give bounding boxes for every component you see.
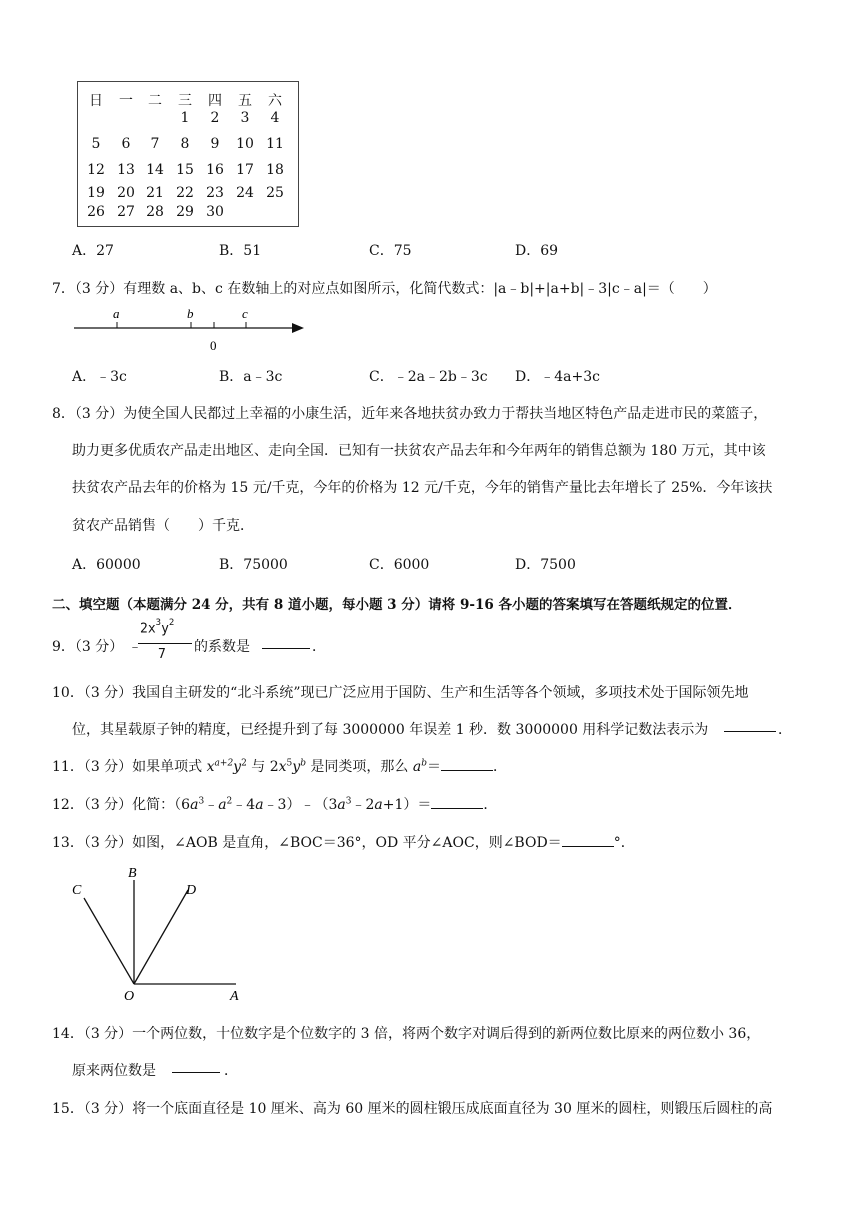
number-line-diagram bbox=[70, 304, 310, 356]
question-14-line: 14．（3 分）一个两位数，十位数字是个位数字的 3 倍，将两个数字对调后得到的新两位数比原来的两位数小 36， bbox=[52, 1026, 761, 1042]
calendar-row bbox=[78, 136, 300, 156]
calendar-cell: 29 bbox=[176, 204, 194, 220]
question-9-text: 的系数是 bbox=[194, 639, 250, 655]
fraction-numerator: $2x^3y^2$ bbox=[140, 618, 175, 637]
calendar-header-row bbox=[78, 90, 300, 110]
label-d: D bbox=[186, 883, 197, 898]
fraction-bar bbox=[138, 643, 192, 644]
calendar-cell: 6 bbox=[121, 136, 131, 152]
question-14-end: ． bbox=[224, 1063, 238, 1079]
calendar-row bbox=[78, 185, 300, 205]
question-11-stem: 11．（3 分）如果单项式 $x^{a+2}y^2$ 与 $2x^5y^b$ 是同类项，那么 $a^b=$ ． bbox=[52, 758, 507, 775]
question-10-line: 10．（3 分）我国自主研发的“北斗系统”现已广泛应用于国防、生产和生活等各个领域，多项技术处于国际领先地 bbox=[52, 685, 749, 701]
question-10-line: 位，其星载原子钟的精度，已经提升到了每 3000000 年误差 1 秒．数 3000000 用科学记数法表示为 bbox=[72, 722, 709, 738]
option-b: B．75000 bbox=[219, 557, 288, 573]
label-c: C bbox=[72, 883, 82, 898]
answer-blank bbox=[172, 1060, 220, 1077]
question-9-minus: ﹣ bbox=[128, 639, 142, 655]
answer-blank bbox=[562, 834, 614, 847]
calendar-cell: 16 bbox=[206, 162, 224, 178]
calendar-cell: 27 bbox=[117, 204, 135, 220]
option-c: C．75 bbox=[369, 243, 412, 259]
calendar-cell: 2 bbox=[210, 110, 220, 126]
calendar-cell: 5 bbox=[91, 136, 101, 152]
calendar-header: 四 bbox=[208, 93, 222, 109]
fraction-denominator: 7 bbox=[158, 647, 166, 662]
calendar-cell: 24 bbox=[236, 185, 254, 201]
question-14-line: 原来两位数是 bbox=[72, 1063, 156, 1079]
calendar-cell: 19 bbox=[87, 185, 105, 201]
question-8-line: 8．（3 分）为使全国人民都过上幸福的小康生活，近年来各地扶贫办致力于帮扶当地区特色产品走进市民的菜篮子， bbox=[52, 406, 768, 422]
calendar-header: 三 bbox=[178, 93, 192, 109]
option-a: A．﹣3c bbox=[72, 369, 127, 385]
calendar-cell: 12 bbox=[87, 162, 105, 178]
calendar-row bbox=[78, 162, 300, 182]
option-c: C．﹣2a﹣2b﹣3c bbox=[369, 369, 488, 385]
question-9-fraction bbox=[138, 620, 194, 668]
calendar-row bbox=[78, 204, 300, 224]
label-zero: 0 bbox=[210, 338, 217, 353]
calendar-cell: 11 bbox=[266, 136, 284, 152]
calendar-cell: 7 bbox=[150, 136, 160, 152]
option-d: D．7500 bbox=[515, 557, 576, 573]
calendar-cell: 18 bbox=[266, 162, 284, 178]
answer-blank bbox=[262, 636, 310, 653]
option-c: C．6000 bbox=[369, 557, 430, 573]
calendar-cell: 26 bbox=[87, 204, 105, 220]
ray-oc bbox=[84, 898, 134, 984]
question-8-line: 扶贫农产品去年的价格为 15 元/千克，今年的价格为 12 元/千克，今年的销售产量比去年增长了 25%．今年该扶 bbox=[72, 480, 773, 496]
label-a: A bbox=[230, 989, 239, 1004]
label-b: B bbox=[128, 866, 137, 881]
calendar-cell: 23 bbox=[206, 185, 224, 201]
option-b: B．51 bbox=[219, 243, 262, 259]
calendar-cell: 9 bbox=[210, 136, 220, 152]
calendar-header: 日 bbox=[89, 93, 103, 109]
calendar-header: 六 bbox=[268, 93, 282, 109]
calendar-cell: 15 bbox=[176, 162, 194, 178]
answer-blank bbox=[431, 796, 483, 809]
option-a: A．27 bbox=[72, 243, 114, 259]
calendar-cell: 30 bbox=[206, 204, 224, 220]
question-12-stem: 12．（3 分）化简：$(6a^3﹣a^2﹣4a﹣3)﹣(3a^3﹣2a+1)=$ ． bbox=[52, 796, 498, 813]
calendar-header: 五 bbox=[238, 93, 252, 109]
question-8-line: 贫农产品销售（ ）千克． bbox=[72, 518, 254, 534]
calendar-cell: 3 bbox=[240, 110, 250, 126]
option-a: A．60000 bbox=[72, 557, 141, 573]
option-d: D．69 bbox=[515, 243, 559, 259]
answer-blank bbox=[441, 758, 493, 771]
angle-diagram bbox=[66, 862, 256, 1006]
calendar-cell: 1 bbox=[180, 110, 190, 126]
calendar-cell: 4 bbox=[270, 110, 280, 126]
question-9-prefix: 9．（3 分） bbox=[52, 639, 124, 655]
label-o: O bbox=[124, 989, 135, 1004]
question-13-stem: 13．（3 分）如图，∠AOB 是直角，∠BOC＝36°，OD 平分∠AOC，则∠BOD＝ °． bbox=[52, 835, 635, 851]
calendar-table bbox=[77, 81, 299, 227]
option-d: D．﹣4a+3c bbox=[515, 369, 600, 385]
ray-od bbox=[134, 890, 188, 984]
calendar-cell: 8 bbox=[180, 136, 190, 152]
question-15-line: 15．（3 分）将一个底面直径是 10 厘米、高为 60 厘米的圆柱锻压成底面直径为 30 厘米的圆柱，则锻压后圆柱的高 bbox=[52, 1101, 773, 1117]
calendar-cell: 10 bbox=[236, 136, 254, 152]
section-heading: 二、填空题（本题满分 24 分，共有 8 道小题，每小题 3 分）请将 9-16 各小题的答案填写在答题纸规定的位置． bbox=[52, 597, 742, 613]
calendar-cell: 13 bbox=[117, 162, 135, 178]
calendar-cell: 14 bbox=[146, 162, 164, 178]
label-c: c bbox=[242, 306, 248, 321]
calendar-cell: 17 bbox=[236, 162, 254, 178]
calendar-cell: 20 bbox=[117, 185, 135, 201]
calendar-header: 二 bbox=[148, 93, 162, 109]
label-a: a bbox=[113, 306, 120, 321]
calendar-header: 一 bbox=[119, 93, 133, 109]
calendar-cell: 21 bbox=[146, 185, 164, 201]
label-b: b bbox=[187, 306, 194, 321]
question-8-line: 助力更多优质农产品走出地区、走向全国．已知有一扶贫农产品去年和今年两年的销售总额为 180 万元，其中该 bbox=[72, 443, 766, 459]
question-7-stem: 7．（3 分）有理数 a、b、c 在数轴上的对应点如图所示，化简代数式：|a﹣b|+|a+b|﹣3|c﹣a|＝（ ） bbox=[52, 281, 717, 297]
answer-blank bbox=[724, 719, 776, 736]
number-line-arrow bbox=[292, 323, 304, 333]
calendar-cell: 22 bbox=[176, 185, 194, 201]
calendar-cell: 25 bbox=[266, 185, 284, 201]
option-b: B．a﹣3c bbox=[219, 369, 283, 385]
calendar-row bbox=[78, 110, 300, 130]
calendar-cell: 28 bbox=[146, 204, 164, 220]
question-9-end: ． bbox=[312, 639, 326, 655]
question-10-end: ． bbox=[778, 722, 792, 738]
